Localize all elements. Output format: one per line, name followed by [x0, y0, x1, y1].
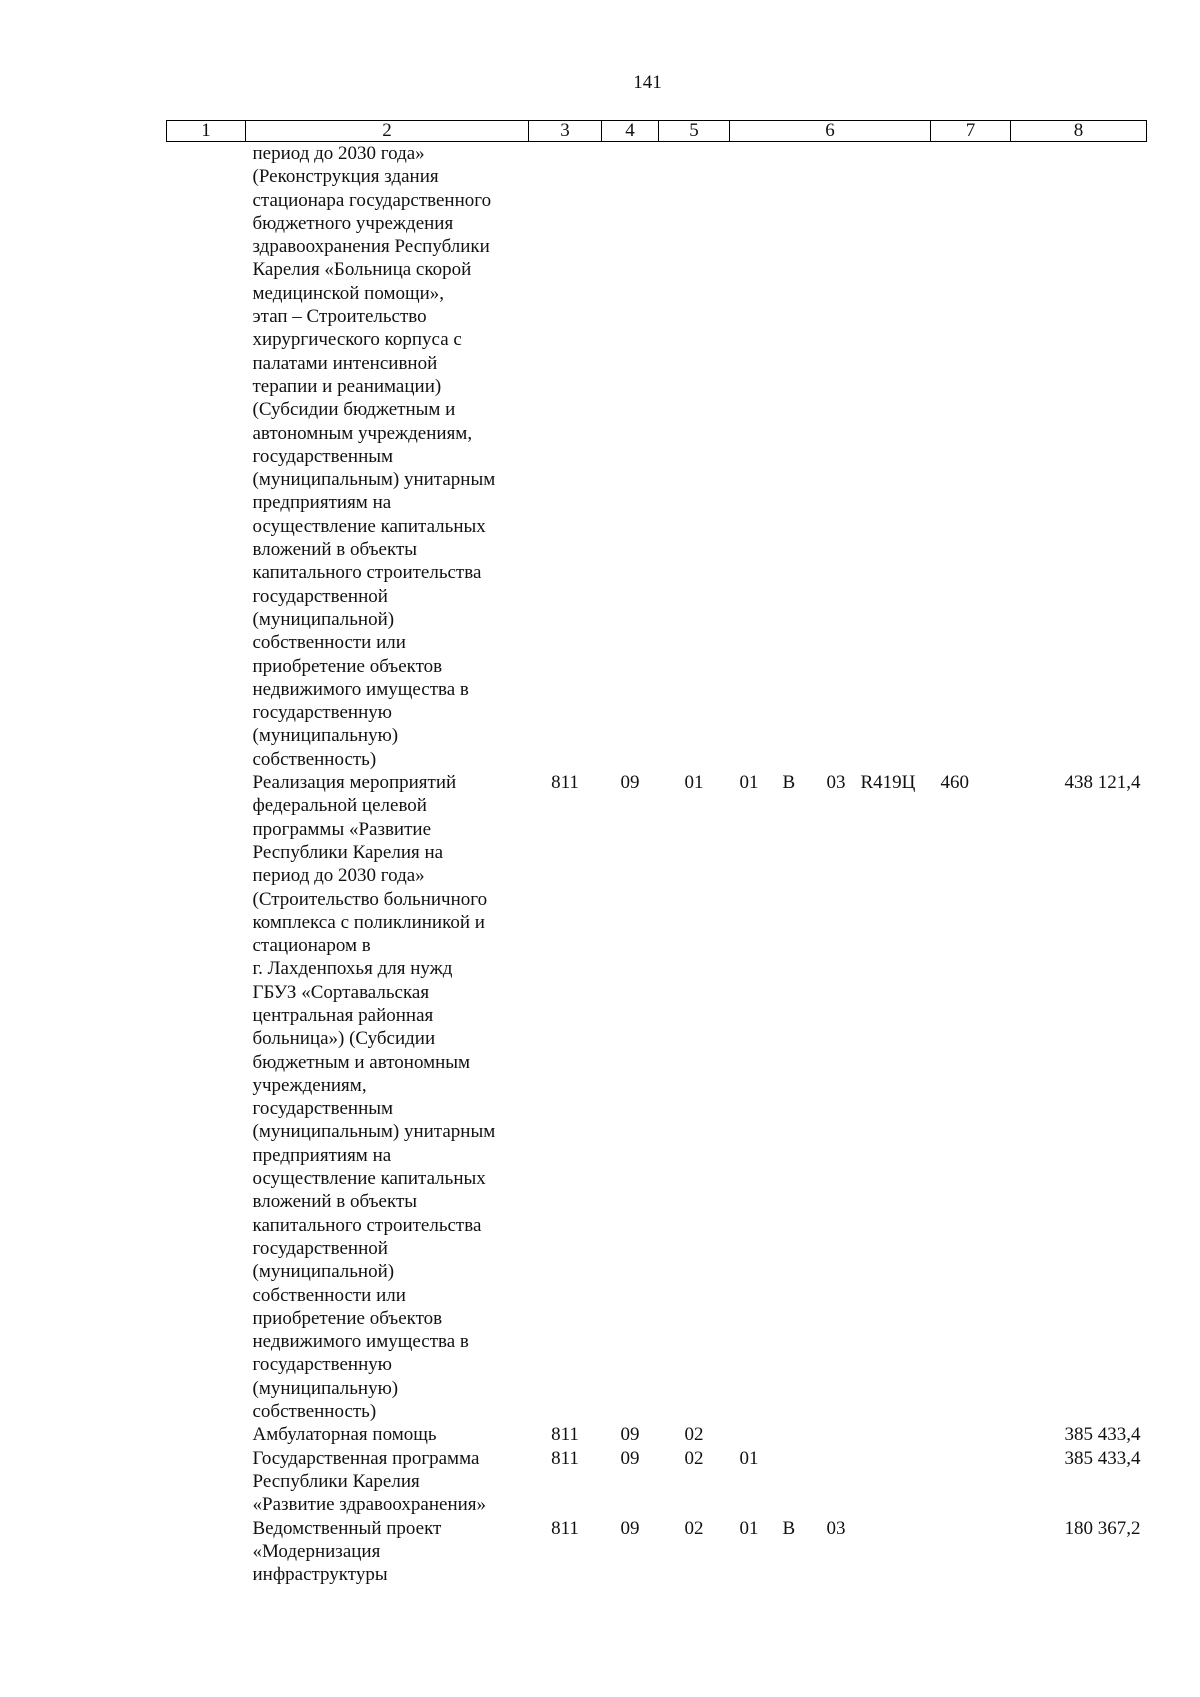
description-line: собственность): [252, 748, 377, 770]
description-cell: [246, 1517, 529, 1587]
description-line: больница») (Субсидии: [252, 1028, 436, 1050]
amount-cell: 385 433,4: [1064, 1424, 1141, 1446]
description-line: собственность): [252, 1401, 377, 1423]
description-cell: [246, 771, 529, 1423]
description-line: предприятиям на: [252, 1144, 392, 1166]
col-1-cell: [167, 142, 246, 772]
description-line: (муниципальным) унитарным: [252, 1121, 496, 1143]
subsection-code-cell: [659, 142, 730, 772]
description-line: капитального строительства: [252, 562, 482, 584]
budget-table-container: [166, 120, 1147, 1586]
col-1-cell: [167, 1517, 246, 1587]
description-line: приобретение объектов: [252, 1307, 443, 1329]
header-col-8: 8: [1011, 121, 1147, 142]
target-article-cell: [730, 771, 931, 1423]
description-line: палатами интенсивной: [252, 352, 438, 374]
description-line: «Модернизация: [252, 1540, 381, 1562]
description-line: (муниципальную): [252, 725, 399, 747]
description-line: государственную: [252, 1354, 392, 1376]
description-cell: [246, 1423, 529, 1446]
target-article-cell: [730, 1447, 931, 1517]
description-line: «Развитие здравоохранения»: [252, 1494, 487, 1516]
subsection-code-cell: 01: [684, 772, 704, 794]
header-col-2: 2: [246, 121, 529, 142]
target-article-part: В: [782, 1517, 796, 1539]
description-line: учреждениям,: [252, 1074, 367, 1096]
ministry-code-cell: 811: [551, 1447, 579, 1469]
col-1-cell: [167, 1423, 246, 1446]
description-line: ГБУЗ «Сортавальская: [252, 981, 430, 1003]
description-line: здравоохранения Республики: [252, 236, 490, 258]
description-line: осуществление капитальных: [252, 1168, 486, 1190]
table-row: [167, 771, 1147, 1423]
description-line: Республики Карелия на: [252, 841, 444, 863]
description-cell: [246, 142, 529, 772]
header-col-4: 4: [602, 121, 659, 142]
table-row: [167, 1423, 1147, 1446]
description-line: стационара государственного: [252, 189, 492, 211]
description-line: (Субсидии бюджетным и: [252, 399, 456, 421]
target-article-part: 01: [739, 1517, 759, 1539]
description-line: недвижимого имущества в: [252, 1331, 469, 1353]
expense-type-cell: 460: [940, 772, 969, 794]
section-code-cell: 09: [620, 772, 640, 794]
description-line: Республики Карелия: [252, 1470, 420, 1492]
section-code-cell: 09: [620, 1424, 640, 1446]
description-line: Амбулаторная помощь: [252, 1424, 437, 1446]
description-line: (муниципальной): [252, 608, 395, 630]
description-line: центральная районная: [252, 1004, 434, 1026]
description-line: этап – Строительство: [252, 306, 427, 328]
description-line: (муниципальной): [252, 1261, 395, 1283]
description-line: государственной: [252, 1237, 388, 1259]
description-line: терапии и реанимации): [252, 375, 442, 397]
target-article-cell: [730, 1423, 931, 1446]
header-col-6: 6: [730, 121, 931, 142]
amount-cell: 180 367,2: [1064, 1517, 1141, 1539]
description-line: недвижимого имущества в: [252, 678, 469, 700]
header-col-3: 3: [529, 121, 602, 142]
description-line: государственным: [252, 445, 394, 467]
description-line: (Строительство больничного: [252, 888, 488, 910]
header-col-5: 5: [659, 121, 730, 142]
expense-type-cell: [931, 142, 1011, 772]
description-line: федеральной целевой: [252, 795, 427, 817]
description-line: период до 2030 года»: [252, 143, 425, 164]
target-article-parts: [730, 1447, 931, 1470]
table-row: [167, 1517, 1147, 1587]
subsection-code-cell: 02: [684, 1424, 704, 1446]
target-article-parts: [730, 1423, 931, 1446]
header-col-7: 7: [931, 121, 1011, 142]
header-row: [167, 121, 1147, 142]
description-line: собственности или: [252, 1284, 406, 1306]
target-article-cell: [730, 1517, 931, 1587]
target-article-part: 03: [826, 772, 846, 794]
description-line: государственной: [252, 585, 388, 607]
target-article-parts: [730, 142, 931, 165]
page-number: 141: [633, 72, 662, 93]
description-line: инфраструктуры: [252, 1564, 388, 1586]
table-header: [167, 121, 1147, 142]
ministry-code-cell: [529, 142, 602, 772]
section-code-cell: [602, 142, 659, 772]
expense-type-cell: [931, 1447, 1011, 1517]
expense-type-cell: [931, 1423, 1011, 1446]
description-line: период до 2030 года»: [252, 865, 425, 887]
ministry-code-cell: 811: [551, 1424, 579, 1446]
description-line: медицинской помощи»,: [252, 282, 445, 304]
description-line: Государственная программа: [252, 1447, 480, 1469]
description-line: приобретение объектов: [252, 655, 443, 677]
description-line: государственным: [252, 1098, 394, 1120]
expense-type-cell: [931, 1517, 1011, 1587]
ministry-code-cell: 811: [551, 1517, 579, 1539]
target-article-part: 01: [739, 772, 759, 794]
amount-cell: [1011, 142, 1147, 772]
description-line: собственности или: [252, 632, 406, 654]
col-1-cell: [167, 1447, 246, 1517]
description-line: комплекса с поликлиникой и: [252, 911, 485, 933]
description-line: осуществление капитальных: [252, 515, 486, 537]
description-line: программы «Развитие: [252, 818, 432, 840]
amount-cell: 438 121,4: [1064, 772, 1141, 794]
description-line: автономным учреждениям,: [252, 422, 473, 444]
description-line: Ведомственный проект: [252, 1517, 442, 1539]
description-line: Реализация мероприятий: [252, 772, 457, 794]
section-code-cell: 09: [620, 1517, 640, 1539]
target-article-part: R419Ц: [860, 772, 916, 794]
description-line: Карелия «Больница скорой: [252, 259, 472, 281]
budget-table: [166, 120, 1147, 1586]
subsection-code-cell: 02: [684, 1517, 704, 1539]
table-row: [167, 142, 1147, 772]
col-1-cell: [167, 771, 246, 1423]
subsection-code-cell: 02: [684, 1447, 704, 1469]
ministry-code-cell: 811: [551, 772, 579, 794]
section-code-cell: 09: [620, 1447, 640, 1469]
target-article-parts: [730, 771, 931, 794]
target-article-part: В: [782, 772, 796, 794]
description-line: бюджетного учреждения: [252, 212, 454, 234]
target-article-cell: [730, 142, 931, 772]
description-line: хирургического корпуса с: [252, 329, 462, 351]
description-line: предприятиям на: [252, 492, 392, 514]
description-line: (муниципальным) унитарным: [252, 469, 496, 491]
header-col-1: 1: [167, 121, 246, 142]
description-line: государственную: [252, 702, 392, 724]
description-line: (Реконструкция здания: [252, 166, 439, 188]
description-line: бюджетным и автономным: [252, 1051, 471, 1073]
description-line: вложений в объекты: [252, 539, 418, 561]
table-body: [167, 142, 1147, 1587]
description-line: вложений в объекты: [252, 1191, 418, 1213]
description-line: стационаром в: [252, 935, 371, 957]
table-row: [167, 1447, 1147, 1517]
description-line: (муниципальную): [252, 1377, 399, 1399]
description-cell: [246, 1447, 529, 1517]
description-line: капитального строительства: [252, 1214, 482, 1236]
amount-cell: 385 433,4: [1064, 1447, 1141, 1469]
target-article-part: 03: [826, 1517, 846, 1539]
description-line: г. Лахденпохья для нужд: [252, 958, 453, 980]
target-article-part: 01: [739, 1447, 759, 1469]
target-article-parts: [730, 1517, 931, 1540]
